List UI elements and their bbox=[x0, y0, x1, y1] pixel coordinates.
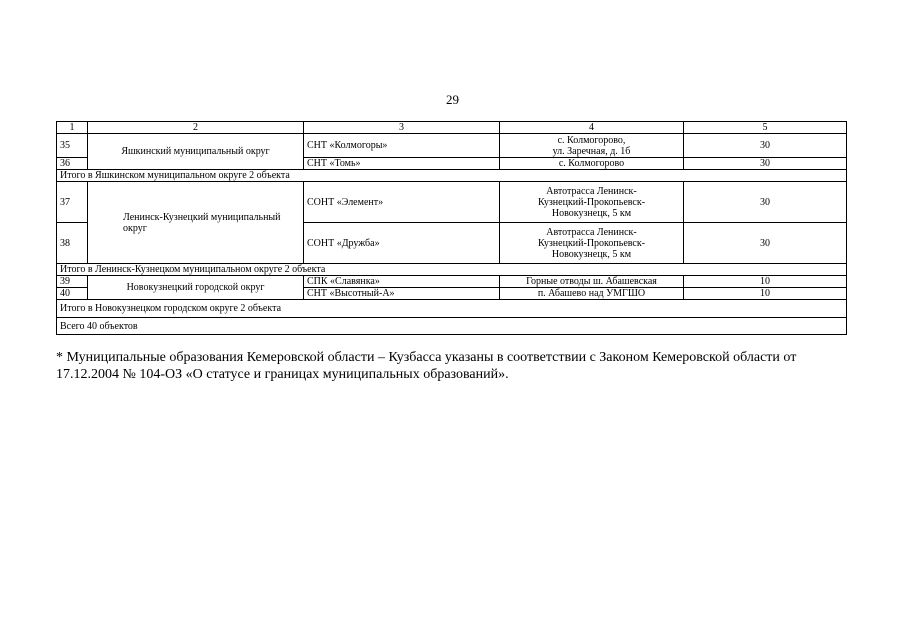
page-number: 29 bbox=[446, 92, 459, 107]
object-value: 10 bbox=[684, 276, 847, 288]
municipality-cell: Ленинск-Кузнецкий муниципальный округ bbox=[88, 182, 304, 264]
grand-total-text: Всего 40 объектов bbox=[57, 318, 847, 335]
table-row bbox=[57, 276, 847, 288]
object-name: СОНТ «Дружба» bbox=[304, 223, 500, 264]
header-col-1: 1 bbox=[57, 122, 88, 134]
object-location: с. Колмогорово, ул. Заречная, д. 1б bbox=[500, 134, 684, 158]
municipality-cell: Яшкинский муниципальный округ bbox=[88, 134, 304, 170]
row-number: 38 bbox=[57, 223, 88, 264]
row-number: 36 bbox=[57, 158, 88, 170]
row-number: 39 bbox=[57, 276, 88, 288]
table-row bbox=[57, 182, 847, 223]
municipality-cell: Новокузнецкий городской округ bbox=[88, 276, 304, 300]
subtotal-text: Итого в Новокузнецком городском округе 2 объекта bbox=[57, 300, 847, 318]
subtotal-row bbox=[57, 170, 847, 182]
subtotal-text: Итого в Ленинск-Кузнецком муниципальном округе 2 объекта bbox=[57, 264, 847, 276]
header-col-5: 5 bbox=[684, 122, 847, 134]
object-location: Автотрасса Ленинск- Кузнецкий-Прокопьевск- Новокузнецк, 5 км bbox=[500, 223, 684, 264]
subtotal-text: Итого в Яшкинском муниципальном округе 2 объекта bbox=[57, 170, 847, 182]
object-value: 30 bbox=[684, 182, 847, 223]
header-col-2: 2 bbox=[88, 122, 304, 134]
object-value: 10 bbox=[684, 288, 847, 300]
grand-total-row bbox=[57, 318, 847, 335]
objects-table bbox=[56, 121, 847, 335]
object-value: 30 bbox=[684, 134, 847, 158]
row-number: 40 bbox=[57, 288, 88, 300]
object-name: СНТ «Высотный-А» bbox=[304, 288, 500, 300]
object-value: 30 bbox=[684, 158, 847, 170]
object-name: СПК «Славянка» bbox=[304, 276, 500, 288]
object-location: Автотрасса Ленинск- Кузнецкий-Прокопьевск- Новокузнецк, 5 км bbox=[500, 182, 684, 223]
object-location: п. Абашево над УМГШО bbox=[500, 288, 684, 300]
object-name: СНТ «Колмогоры» bbox=[304, 134, 500, 158]
header-col-4: 4 bbox=[500, 122, 684, 134]
header-col-3: 3 bbox=[304, 122, 500, 134]
object-name: СОНТ «Элемент» bbox=[304, 182, 500, 223]
object-location: Горные отводы ш. Абашевская bbox=[500, 276, 684, 288]
row-number: 37 bbox=[57, 182, 88, 223]
subtotal-row bbox=[57, 300, 847, 318]
object-location: с. Колмогорово bbox=[500, 158, 684, 170]
subtotal-row bbox=[57, 264, 847, 276]
footnote: * Муниципальные образования Кемеровской области – Кузбасса указаны в соответствии с Законом Кемеровской области от 17.12.2004 № 104-ОЗ «О статусе и границах муниципальных образований». bbox=[56, 350, 797, 382]
header-row bbox=[57, 122, 847, 134]
row-number: 35 bbox=[57, 134, 88, 158]
object-value: 30 bbox=[684, 223, 847, 264]
object-name: СНТ «Томь» bbox=[304, 158, 500, 170]
table-row bbox=[57, 134, 847, 158]
